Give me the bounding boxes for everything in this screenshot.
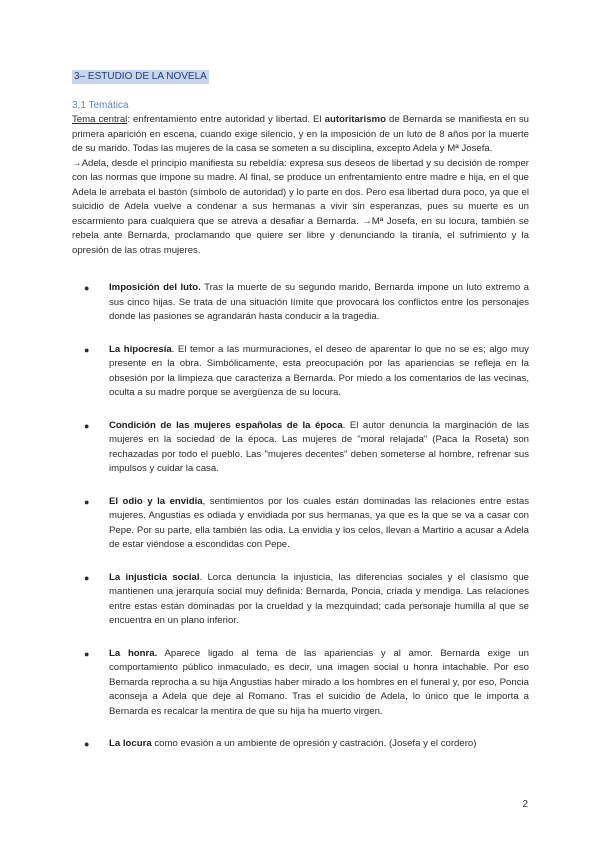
bullet-icon: ● <box>84 739 90 749</box>
list-item <box>72 571 529 629</box>
list-item <box>72 495 529 553</box>
list-item <box>72 281 529 325</box>
intro-bold-term: autoritarismo <box>324 114 386 125</box>
theme-title: Condición de las mujeres españolas de la época <box>109 419 343 431</box>
theme-title: La honra. <box>109 647 158 659</box>
theme-text: . El autor denuncia la marginación de las mujeres en la sociedad de la época. Las mujeres de "moral relajada" (Paca la Roseta) son rechazadas por todo el pueblo. Las "mujeres decentes" deben someterse al hombre, refrenar sus impulsos y cuidar la casa. <box>109 419 529 474</box>
list-item <box>72 343 529 401</box>
theme-title: La locura <box>109 738 152 749</box>
theme-text: Tras la muerte de su segundo marido, Bernarda impone un luto extremo a sus cinco hijas. Se trata de una situación límite que provocará los conflictos entre los personajes donde las pasiones se agrandarán hasta conducir a la tragedia. <box>109 282 529 322</box>
theme-title: El odio y la envidia <box>109 495 203 507</box>
section-heading: 3– ESTUDIO DE LA NOVELA <box>74 71 207 82</box>
bullet-icon: ● <box>84 283 90 293</box>
subsection-heading: 3.1 Temática <box>72 100 129 111</box>
page-number: 2 <box>522 799 528 810</box>
theme-text: Aparece ligado al tema de las apariencias y al amor. Bernarda exige un comportamiento público inmaculado, es decir, una imagen social u honra intachable. Por eso Bernarda reprocha a su hija Angustias haber mirado a los hombres en el funeral y, por eso, Poncia aconseja a Adela que deje al Romano. Tras el suicidio de Adela, lo único que le importa a Bernarda es recalcar la mentira de que su hija ha muerto virgen. <box>109 647 529 717</box>
theme-text: , sentimientos por los cuales están dominadas las relaciones entre estas mujeres. Angustias es odiada y envidiada por sus hermanas, ya que es la que se va a casar con Pepe. Por su parte, ella también las odia. La envidia y los celos, llevan a Martirio a acusar a Adela de estar viéndose a escondidas con Pepe. <box>109 495 529 550</box>
theme-title: La hipocresía <box>109 343 172 355</box>
bullet-icon: ● <box>84 344 90 355</box>
bullet-icon: ● <box>84 496 90 507</box>
intro-paragraph-2: →Adela, desde el principio manifiesta su rebeldía: expresa sus deseos de libertad y su decisión de romper con las normas que impone su madre. Al final, se produce un enfrentamiento entre madre e hija, en el que Adela le arrebata el bastón (símbolo de autoridad) y lo parte en dos. Pero esa libertad dura poco, ya que el suicidio de Adela vuelve a condenar a sus hermanas a vivir sin esperanzas, pues su muerte es un escarmiento para cualquiera que se atreva a desafiar a Bernarda. →Mª Josefa, en su locura, también se rebela ante Bernarda, proclamando que quiere ser libre y denunciando la tiranía, el sufrimiento y la opresión de las otras mujeres. <box>72 157 529 256</box>
theme-text: . Lorca denuncia la injusticia, las diferencias sociales y el clasismo que mantienen una jerarquía social muy definida: Bernarda, Poncia, criada y mendiga. Las relaciones entre estas están dominadas por la crueldad y la mezquindad; cada personaje humilla al que se encuentra en un plano inferior. <box>109 571 529 626</box>
theme-list <box>72 281 529 770</box>
intro-paragraph-1 <box>72 113 529 157</box>
central-theme-label: Tema central <box>72 114 128 125</box>
bullet-icon: ● <box>84 648 90 659</box>
list-item <box>72 419 529 477</box>
theme-title: Imposición del luto. <box>109 282 201 293</box>
list-item <box>72 647 529 720</box>
intro-block <box>72 113 529 258</box>
intro-text-a: : enfrentamiento entre autoridad y libertad. El <box>127 114 325 125</box>
bullet-icon: ● <box>84 572 90 583</box>
theme-text: como evasión a un ambiente de opresión y castración. (Josefa y el cordero) <box>151 738 477 749</box>
theme-text: . El temor a las murmuraciones, el deseo de aparentar lo que no se es; algo muy presente en la obra. Simbólicamente, esta preocupación por las apariencias se refleja en la obsesión por la limpieza que caracteriza a Bernarda. Por miedo a los comentarios de las vecinas, oculta a su madre porque se avergüenza de su locura. <box>109 343 529 398</box>
theme-title: La injusticia social <box>109 571 200 583</box>
bullet-icon: ● <box>84 420 90 431</box>
list-item <box>72 737 529 752</box>
intro-text-b: de Bernarda se manifiesta en su primera aparición en escena, cuando exige silencio, y en la imposición de un luto de 8 años por la muerte de su marido. Todas las mujeres de la casa se someten a su disciplina, excepto Adela y Mª Josefa. <box>72 114 530 154</box>
